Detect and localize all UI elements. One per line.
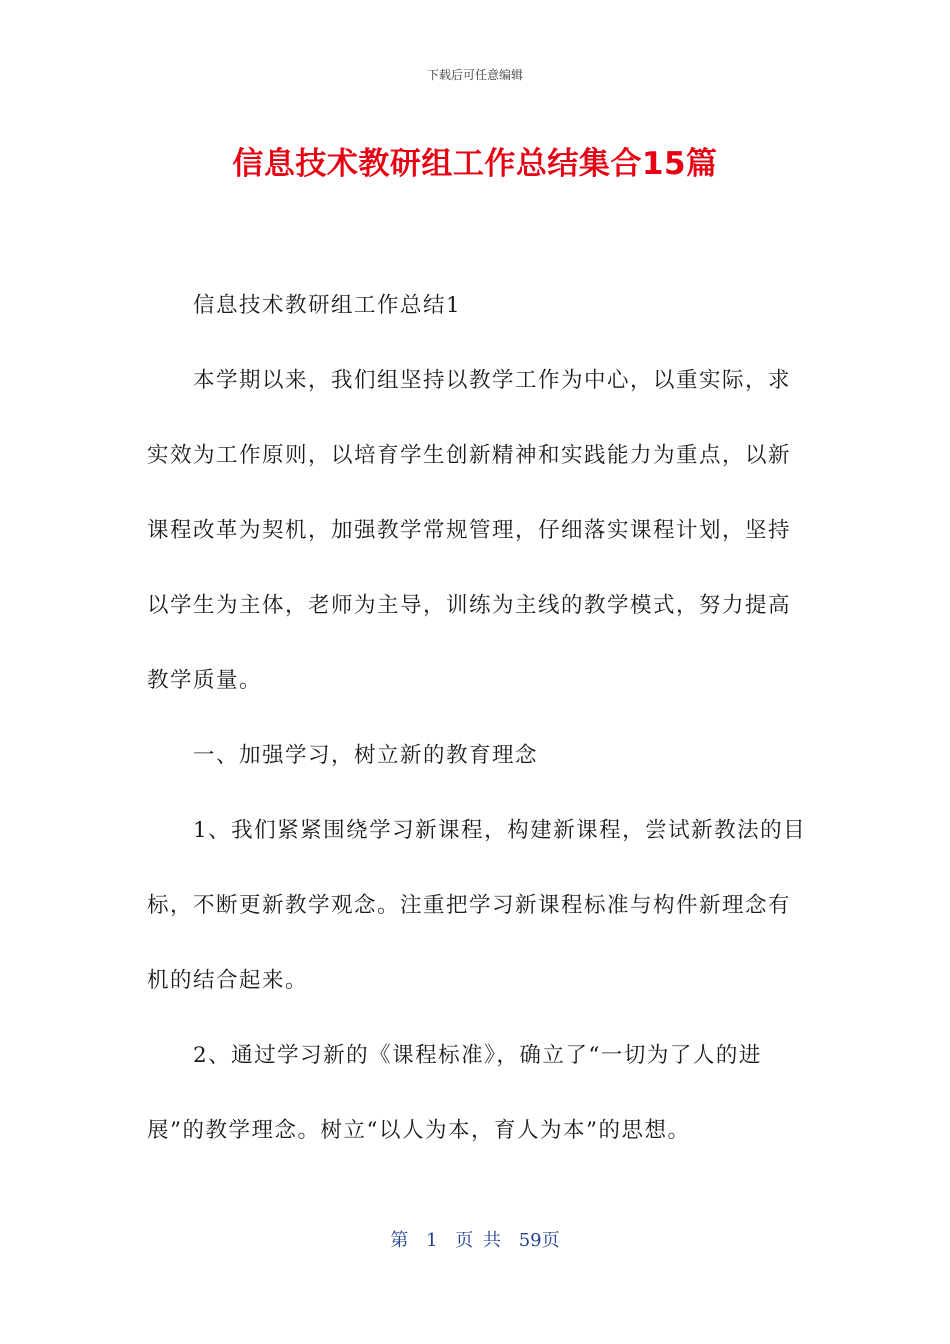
body-paragraph: 2、通过学习新的《课程标准》，确立了“一切为了人的进展”的教学理念。树立“以人为本，育人为本”的思想。 [147,1043,762,1143]
subsection-heading: 一、加强学习，树立新的教育理念 [193,743,539,768]
document-title: 信息技术教研组工作总结集合15篇 [232,146,718,182]
page-footer [0,1226,950,1252]
header-note: 下载后可任意编辑 [426,68,523,82]
total-pages: 59页 [518,1230,560,1251]
footer-middle: 页 共 [455,1230,501,1251]
body-paragraph: 本学期以来，我们组坚持以教学工作为中心，以重实际，求实效为工作原则，以培育学生创新精神和实践能力为重点，以新课程改革为契机，加强教学常规管理，仔细落实课程计划，坚持以学生为主体，老师为主导，训练为主线的教学模式，努力提高教学质量。 [147,368,792,693]
current-page-number: 1 [426,1230,438,1251]
document-body [147,268,807,1168]
body-paragraph: 1、我们紧紧围绕学习新课程，构建新课程，尝试新教法的目标，不断更新教学观念。注重把学习新课程标准与构件新理念有机的结合起来。 [147,818,807,993]
section-heading: 信息技术教研组工作总结1 [193,293,462,318]
footer-prefix: 第 [390,1230,409,1251]
